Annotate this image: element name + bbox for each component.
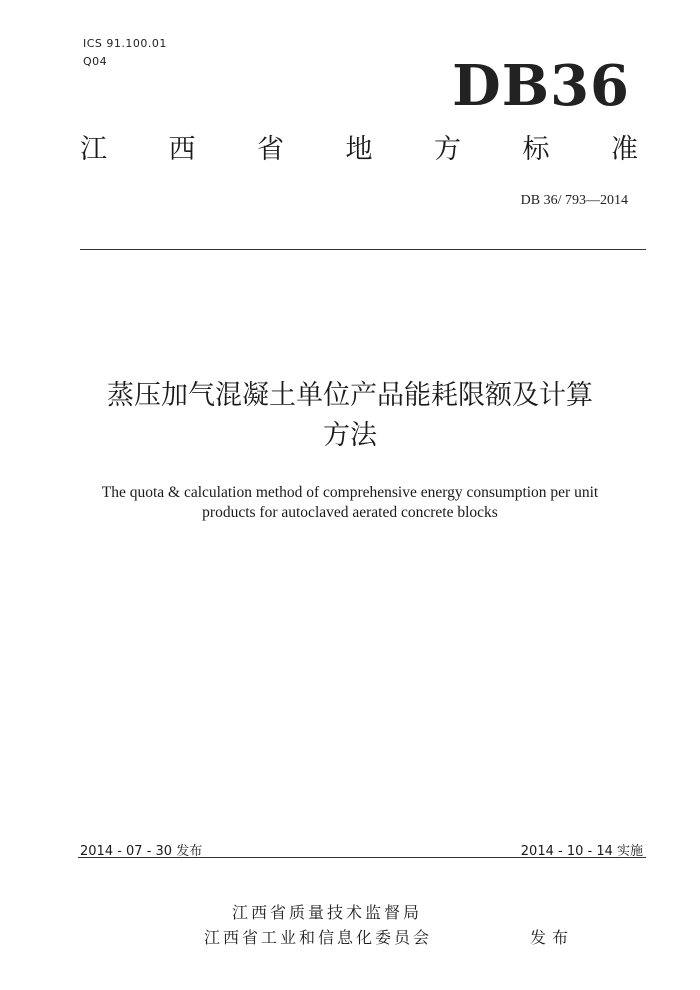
ccs-code: Q04 (83, 55, 108, 68)
implementation-date: 2014 - 10 - 14 实施 (520, 844, 643, 859)
standard-number: DB 36/ 793—2014 (520, 193, 628, 208)
standard-type-char: 地 (345, 134, 373, 165)
title-chinese-line-2: 方法 (323, 420, 377, 451)
standard-type-char: 标 (522, 134, 550, 165)
title-english-line-2: products for autoclaved aerated concrete blocks (202, 504, 498, 521)
issue-date: 2014 - 07 - 30 发布 (80, 844, 203, 859)
standard-type-char: 省 (257, 134, 284, 165)
title-english-line-1: The quota & calculation method of comprehensive energy consumption per unit (101, 484, 599, 501)
standard-type-char: 江 (80, 134, 107, 165)
issuer-industry-commission: 江西省工业和信息化委员会 (204, 928, 433, 947)
title-chinese-line-1: 蒸压加气混凝土单位产品能耗限额及计算 (107, 380, 593, 411)
ics-code: ICS 91.100.01 (83, 37, 167, 50)
standard-type-char: 准 (611, 134, 638, 165)
standard-type (80, 136, 638, 163)
issue-label: 发布 (530, 928, 575, 947)
title-chinese (0, 376, 700, 456)
title-english (0, 483, 700, 523)
standard-logo: DB36 (452, 53, 630, 119)
standard-type-char: 方 (434, 134, 461, 165)
standard-type-char: 西 (168, 134, 196, 165)
issuer-quality-bureau: 江西省质量技术监督局 (232, 903, 423, 922)
footer-divider (78, 857, 646, 858)
header-divider (80, 249, 646, 250)
